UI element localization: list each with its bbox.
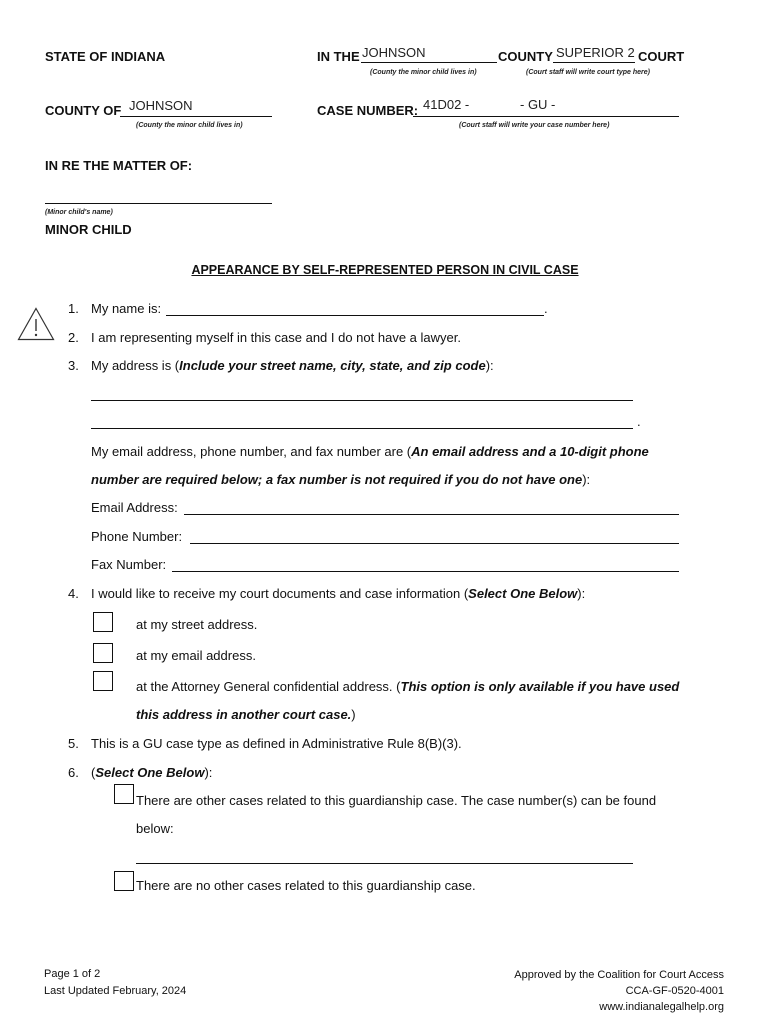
item-4-text-c: ):: [577, 586, 586, 601]
court-type-line: [553, 62, 635, 63]
contact-text-c: ):: [582, 472, 591, 487]
item-6-text-b: Select One Below: [95, 765, 205, 780]
case-number-mid[interactable]: - GU -: [520, 97, 556, 112]
item-3-text-a: My address is (: [91, 358, 180, 373]
attorney-general-label-2: [136, 707, 356, 722]
minor-name-hint: (Minor child's name): [45, 209, 113, 216]
item-1-end: .: [544, 301, 548, 316]
county-of-label: COUNTY OF: [45, 103, 122, 118]
related-cases-no-checkbox[interactable]: [114, 871, 134, 891]
county-of-field[interactable]: JOHNSON: [129, 98, 193, 113]
form-id: CCA-GF-0520-4001: [625, 985, 724, 997]
last-updated: Last Updated February, 2024: [44, 985, 187, 997]
address-end: .: [637, 414, 641, 429]
ag-text-b2: this address in another court case.: [136, 707, 352, 722]
item-5-text: This is a GU case type as defined in Administrative Rule 8(B)(3).: [91, 736, 462, 751]
county-of-line: [120, 116, 272, 117]
court-hint: (Court staff will write court type here): [526, 69, 650, 76]
form-title: APPEARANCE BY SELF-REPRESENTED PERSON IN CIVIL CASE: [191, 263, 579, 277]
street-address-label: at my street address.: [136, 617, 258, 632]
county-of-hint: (County the minor child lives in): [136, 122, 243, 129]
case-number-line: [413, 116, 679, 117]
name-field[interactable]: [166, 315, 544, 316]
phone-label: Phone Number:: [91, 529, 183, 544]
ag-text-c: ): [351, 707, 356, 722]
county-name-field[interactable]: JOHNSON: [362, 45, 426, 60]
email-address-checkbox[interactable]: [93, 643, 113, 663]
contact-text-b2: number are required below; a fax number is not required if you do not have one: [91, 472, 583, 487]
approved-by: Approved by the Coalition for Court Access: [514, 969, 724, 981]
item-2-number: 2.: [68, 330, 79, 345]
website-link[interactable]: www.indianalegalhelp.org: [599, 1001, 724, 1013]
contact-intro-1: [91, 444, 649, 459]
related-cases-yes-checkbox[interactable]: [114, 784, 134, 804]
related-cases-yes-label-2: below:: [136, 821, 174, 836]
item-3-text-b: Include your street name, city, state, and zip code: [179, 358, 486, 373]
item-1-text: My name is:: [91, 301, 162, 316]
item-5-number: 5.: [68, 736, 79, 751]
item-6-text-c: ):: [204, 765, 213, 780]
email-field[interactable]: [184, 514, 679, 515]
related-cases-yes-label-1: There are other cases related to this guardianship case. The case number(s) can be found: [136, 793, 657, 808]
county-hint: (County the minor child lives in): [370, 69, 477, 76]
item-4-number: 4.: [68, 586, 79, 601]
court-type-field[interactable]: SUPERIOR 2: [556, 45, 635, 60]
item-1-number: 1.: [68, 301, 79, 316]
address-line-2[interactable]: [91, 428, 633, 429]
item-6-number: 6.: [68, 765, 79, 780]
state-label: STATE OF INDIANA: [45, 49, 166, 64]
case-number-hint: (Court staff will write your case number here): [459, 122, 610, 129]
item-3-number: 3.: [68, 358, 79, 373]
item-4-text: [91, 586, 585, 601]
contact-intro-2: [91, 472, 590, 487]
county-label: COUNTY: [498, 49, 553, 64]
related-cases-no-label: There are no other cases related to this guardianship case.: [136, 878, 476, 893]
phone-field[interactable]: [190, 543, 679, 544]
minor-name-line[interactable]: [45, 203, 272, 204]
item-6-text: [91, 765, 212, 780]
ag-text-b1: This option is only available if you have used: [400, 679, 680, 694]
attorney-general-label-1: [136, 679, 679, 694]
item-4-text-b: Select One Below: [468, 586, 578, 601]
warning-triangle-icon: [17, 307, 55, 346]
case-number-prefix[interactable]: 41D02 -: [423, 97, 470, 112]
fax-label: Fax Number:: [91, 557, 167, 572]
street-address-checkbox[interactable]: [93, 612, 113, 632]
email-label: Email Address:: [91, 500, 178, 515]
county-name-line: [361, 62, 497, 63]
ag-text-a: at the Attorney General confidential address. (: [136, 679, 401, 694]
case-number-label: CASE NUMBER:: [317, 103, 419, 118]
attorney-general-checkbox[interactable]: [93, 671, 113, 691]
minor-child-label: MINOR CHILD: [45, 222, 132, 237]
fax-field[interactable]: [172, 571, 679, 572]
item-3-text-c: ):: [485, 358, 494, 373]
item-6-text-a: (: [91, 765, 96, 780]
contact-text-b1: An email address and a 10-digit phone: [411, 444, 649, 459]
item-2-text: I am representing myself in this case and I do not have a lawyer.: [91, 330, 461, 345]
item-4-text-a: I would like to receive my court documents and case information (: [91, 586, 469, 601]
court-label: COURT: [638, 49, 685, 64]
item-3-text: [91, 358, 494, 373]
related-case-numbers-field[interactable]: [136, 863, 633, 864]
page-number: Page 1 of 2: [44, 968, 101, 980]
contact-text-a: My email address, phone number, and fax number are (: [91, 444, 412, 459]
in-the-label: IN THE: [317, 49, 360, 64]
address-line-1[interactable]: [91, 400, 633, 401]
email-address-label: at my email address.: [136, 648, 256, 663]
matter-of-label: IN RE THE MATTER OF:: [45, 158, 193, 173]
